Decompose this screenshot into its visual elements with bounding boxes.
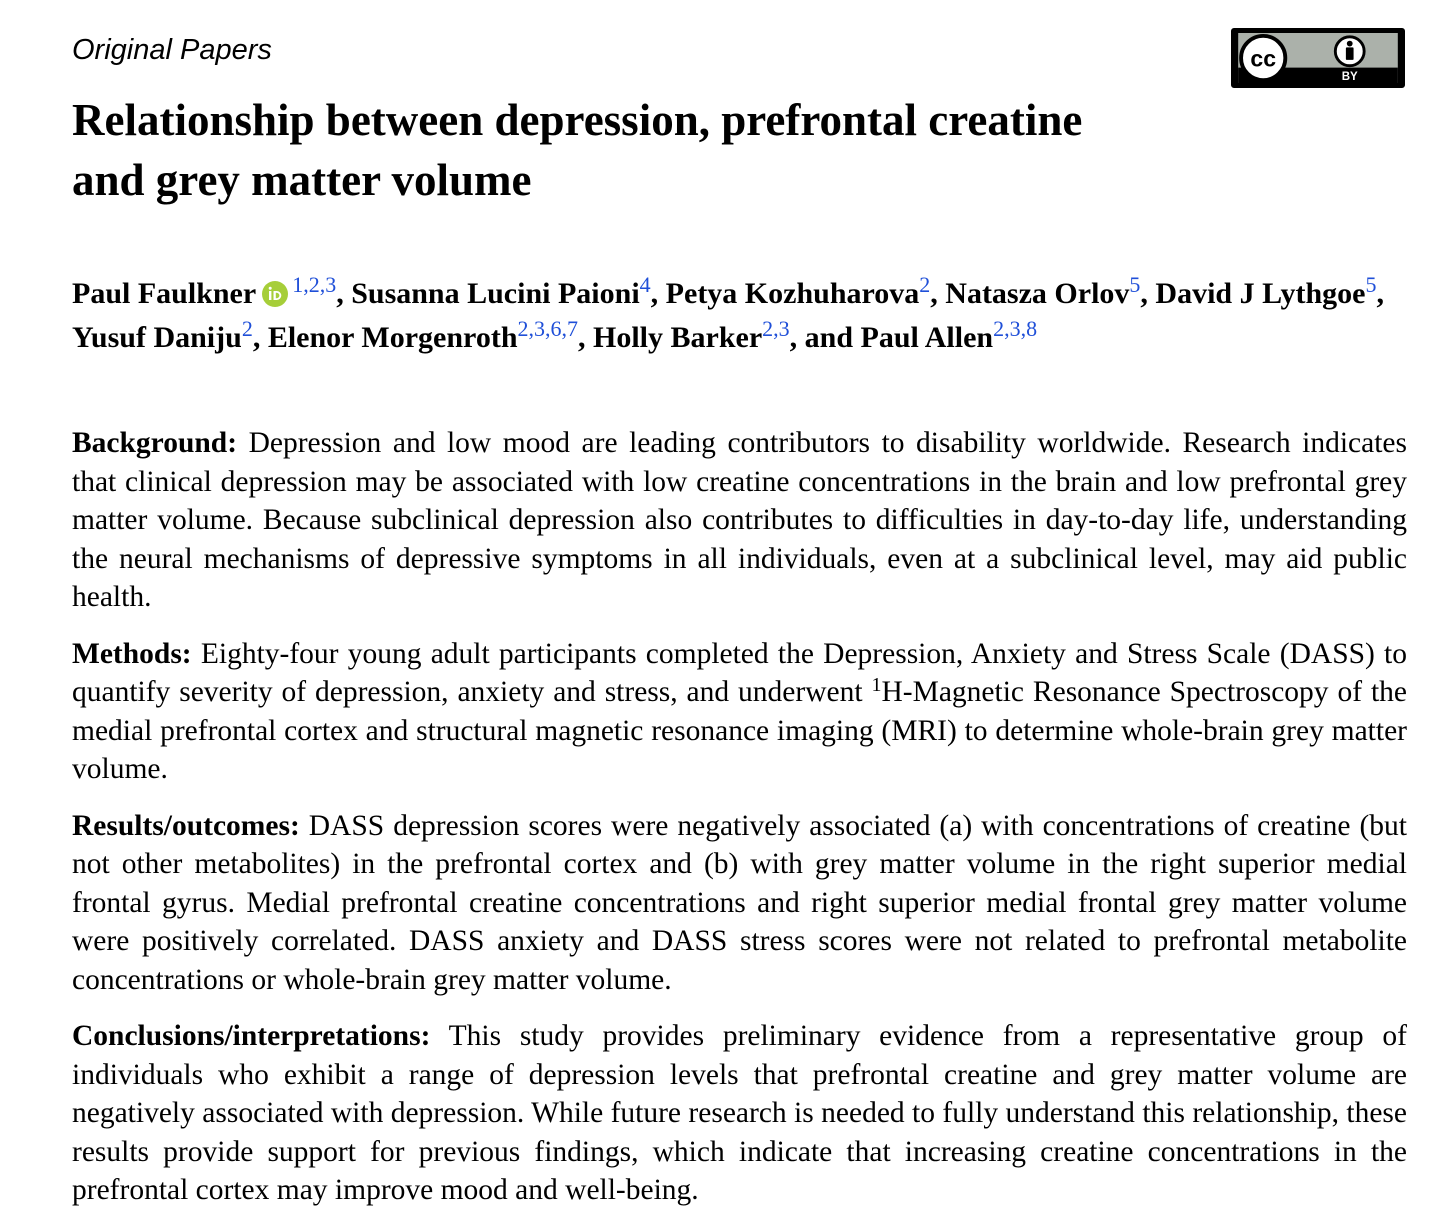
affiliation-link[interactable]: 5	[1365, 272, 1377, 297]
cc-by-license-icon	[1236, 33, 1400, 83]
by-text: BY	[1341, 71, 1358, 83]
methods-label: Methods:	[72, 637, 192, 670]
methods-text-before: Eighty-four young adult participants completed the Depression, Anxiety and Stress Scale (DASS) to quantify severity of depression, anxiety and stress, and underwent	[72, 637, 1408, 708]
conclusions-label: Conclusions/interpretations:	[72, 1020, 431, 1052]
cc-text: cc	[1250, 45, 1277, 72]
article-title	[72, 90, 1192, 210]
author-separator: ,	[252, 321, 268, 354]
abstract-background	[72, 424, 1407, 617]
author-separator: ,	[650, 277, 666, 310]
cc-by-license-badge[interactable]	[1231, 28, 1405, 88]
author-name[interactable]: Susanna Lucini Paioni	[351, 277, 640, 310]
author-name[interactable]: Holly Barker	[593, 321, 763, 354]
section-label: Original Papers	[72, 34, 272, 66]
author-separator: , and	[789, 321, 861, 354]
background-label: Background:	[72, 427, 238, 459]
author-name[interactable]: Paul Allen	[860, 321, 994, 354]
affiliation-link[interactable]: 2	[919, 272, 931, 297]
author-name[interactable]: David J Lythgoe	[1155, 277, 1366, 310]
author-name[interactable]: Paul Faulkner	[72, 277, 257, 310]
methods-superscript: 1	[871, 674, 882, 696]
methods-text-after: H-Magnetic Resonance Spectroscopy of the medial prefrontal cortex and structural magnetic resonance imaging (MRI) to determine whole-brain grey matter volume.	[72, 676, 1407, 785]
orcid-icon[interactable]	[262, 281, 288, 307]
conclusions-text: This study provides preliminary evidence from a representative group of individuals who exhibit a range of depression levels that prefrontal creatine and grey matter volume are negatively associated with depression. While future research is needed to fully understand this relationship, these results provide support for previous findings, which indicate that increasing creatine concentrations in the prefrontal cortex may improve mood and well-being.	[72, 1020, 1407, 1206]
results-label: Results/outcomes:	[72, 809, 300, 842]
affiliation-link[interactable]: 2,3	[762, 316, 790, 341]
abstract	[72, 424, 1407, 1210]
abstract-conclusions	[72, 1017, 1407, 1210]
author-name[interactable]: Natasza Orlov	[945, 277, 1130, 310]
author-separator: ,	[336, 277, 352, 310]
results-text: DASS depression scores were negatively associated (a) with concentrations of creatine (but not other metabolites) in the prefrontal cortex and (b) with grey matter volume in the right superior medial frontal gyrus. Medial prefrontal creatine concentrations and right superior medial frontal grey matter volume were positively correlated. DASS anxiety and DASS stress scores were not related to prefrontal metabolite concentrations or whole-brain grey matter volume.	[72, 809, 1408, 996]
affiliation-link[interactable]: 2,3,8	[993, 316, 1038, 341]
affiliation-link[interactable]: 2	[241, 316, 253, 341]
author-separator: ,	[578, 321, 594, 354]
abstract-methods	[72, 635, 1407, 789]
author-name[interactable]: Elenor Morgenroth	[267, 321, 518, 354]
background-text: Depression and low mood are leading contributors to disability worldwide. Research indicates that clinical depression may be associated with low creatine concentrations in the brain and low prefrontal grey matter volume. Because subclinical depression also contributes to difficulties in day-to-day life, understanding the neural mechanisms of depressive symptoms in all individuals, even at a subclinical level, may aid public health.	[72, 427, 1407, 613]
affiliation-link[interactable]: 2,3,6,7	[517, 316, 579, 341]
abstract-results	[72, 807, 1407, 1000]
author-separator: ,	[1376, 277, 1384, 310]
title-line-2: and grey matter volume	[72, 155, 532, 205]
affiliation-link[interactable]: 1,2,3	[292, 272, 337, 297]
author-separator: ,	[930, 277, 946, 310]
author-list	[72, 272, 1412, 360]
affiliation-link[interactable]: 4	[639, 272, 651, 297]
title-line-1: Relationship between depression, prefrontal creatine	[72, 95, 1083, 145]
author-name[interactable]: Petya Kozhuharova	[665, 277, 920, 310]
author-separator: ,	[1140, 277, 1156, 310]
author-name[interactable]: Yusuf Daniju	[72, 321, 242, 354]
affiliation-link[interactable]: 5	[1129, 272, 1141, 297]
